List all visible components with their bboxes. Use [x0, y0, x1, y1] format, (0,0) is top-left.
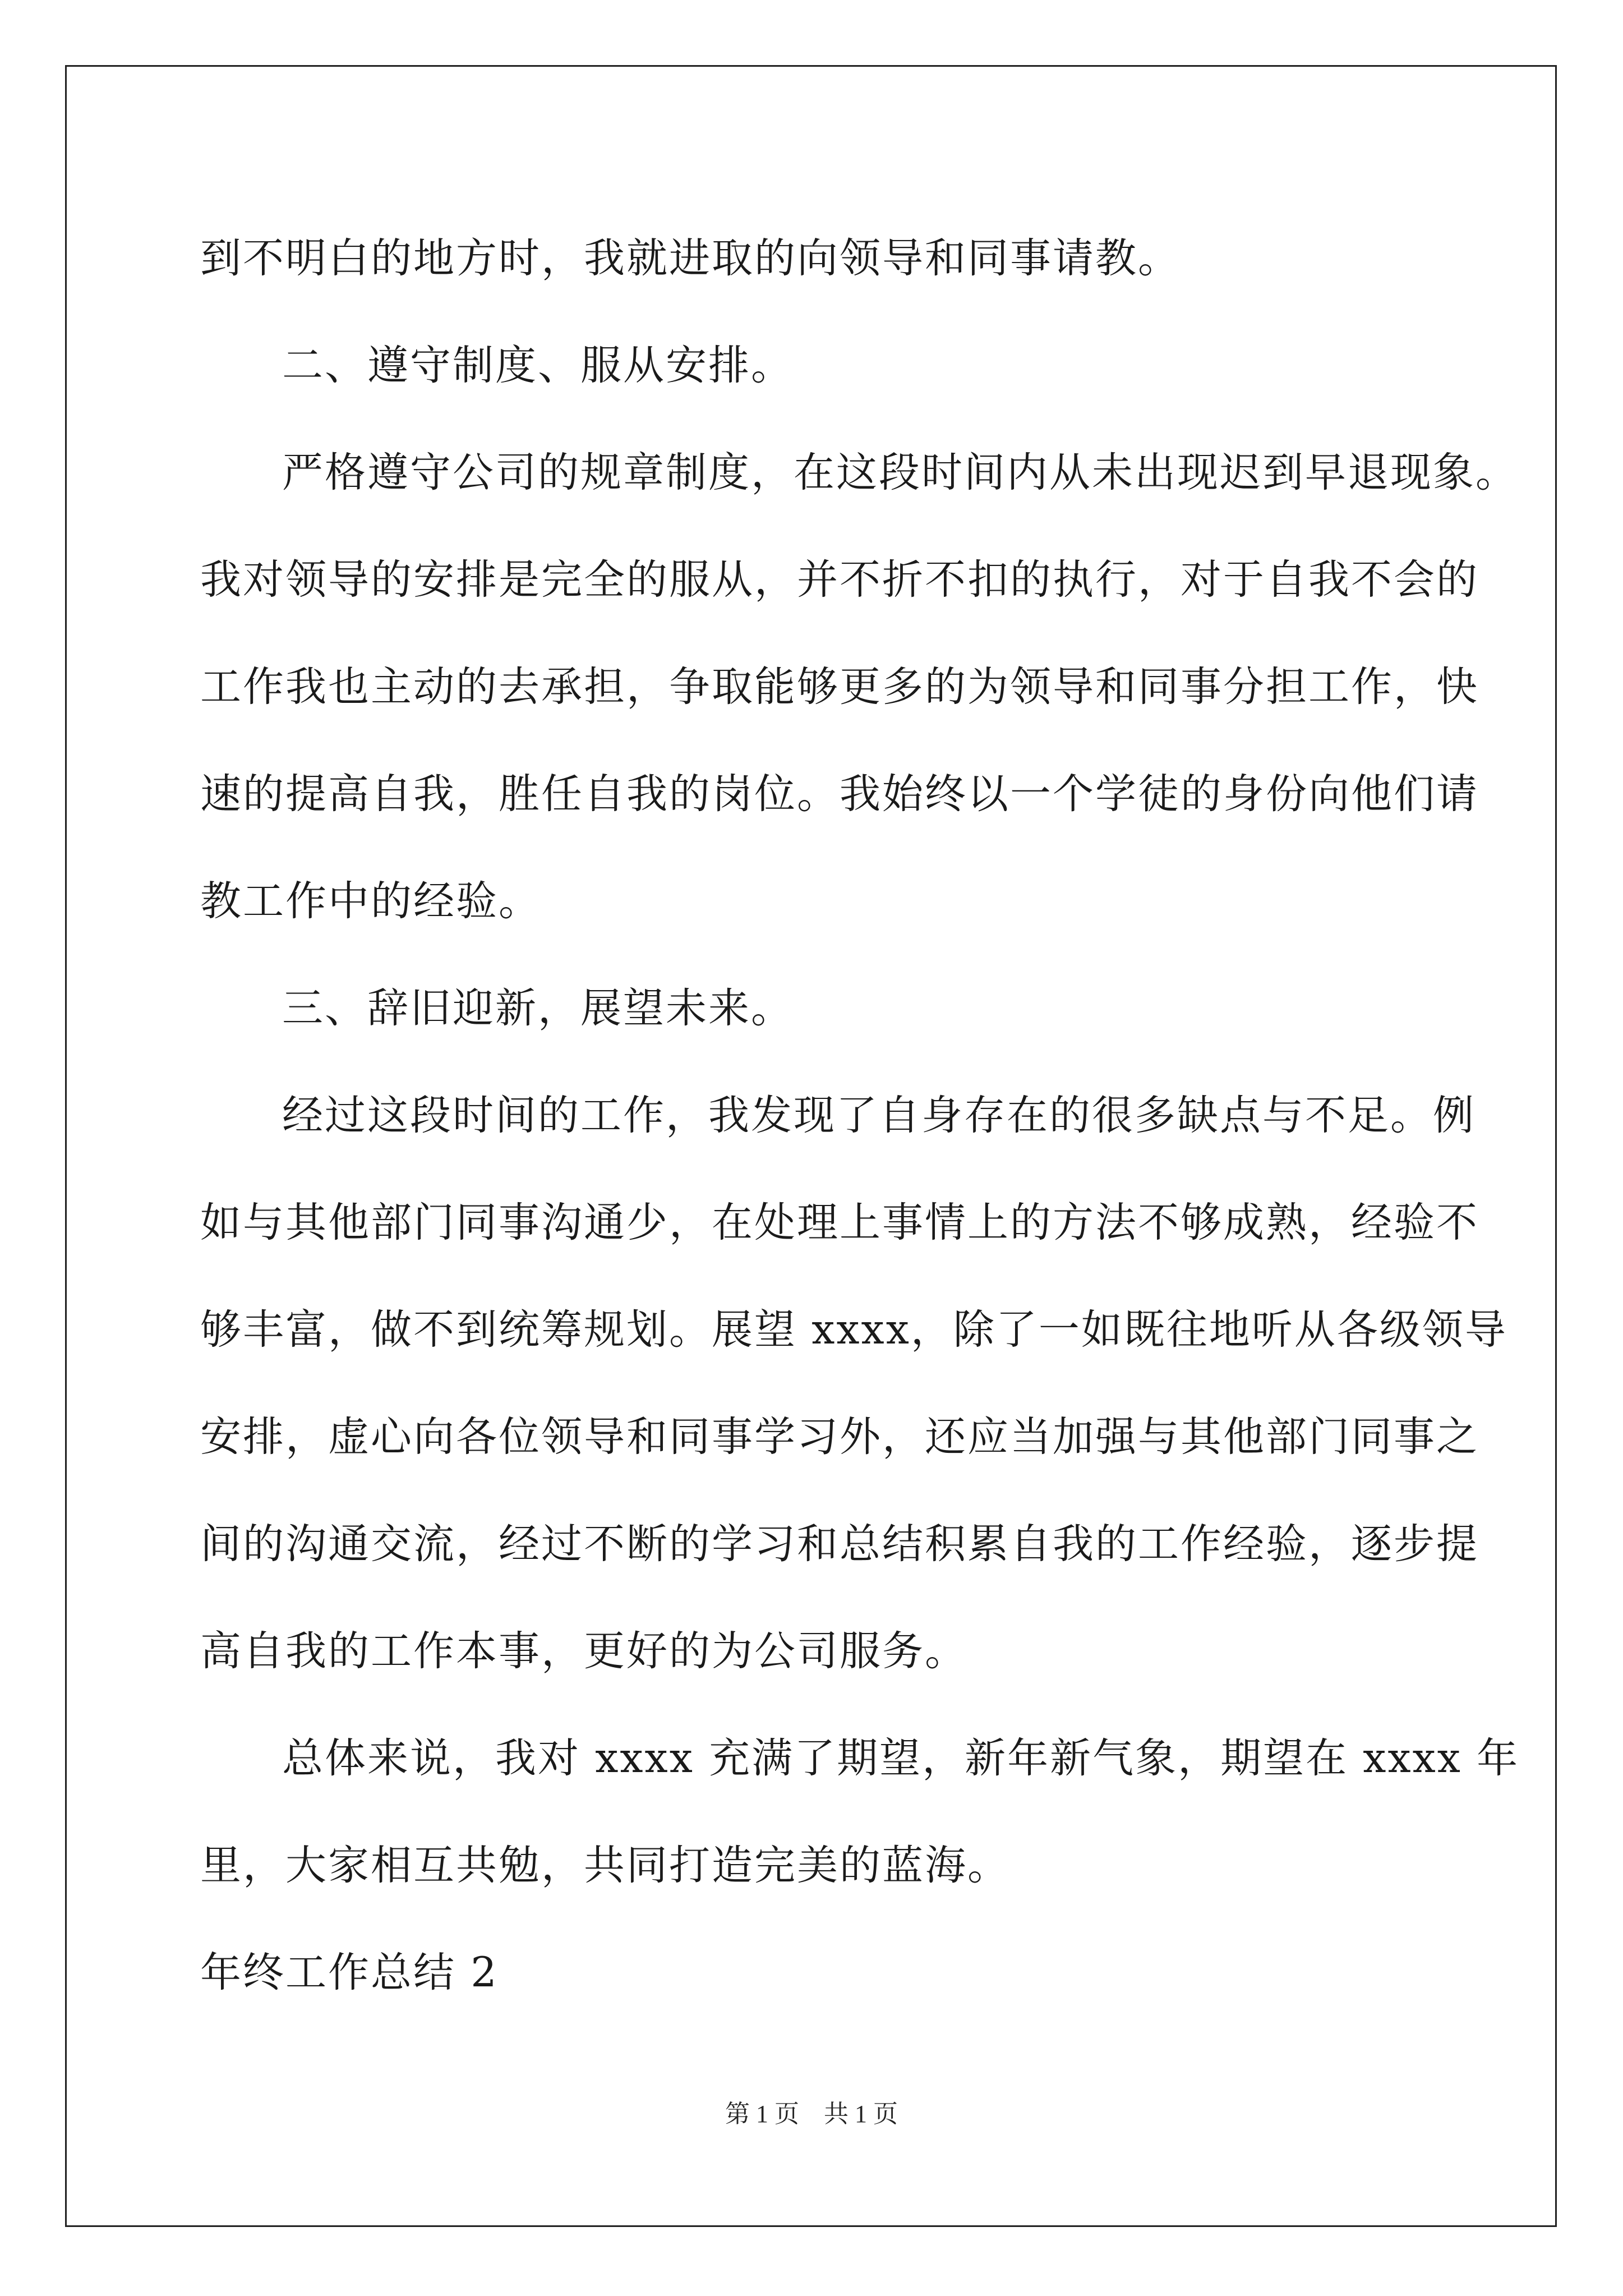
paragraph-line: 严格遵守公司的规章制度，在这段时间内从未出现迟到早退现象。 — [282, 449, 1518, 496]
paragraph-line: 速的提高自我，胜任自我的岗位。我始终以一个学徒的身份向他们请 — [200, 770, 1479, 818]
paragraph-line: 总体来说，我对 xxxx 充满了期望，新年新气象，期望在 xxxx 年 — [282, 1734, 1520, 1782]
section-heading: 二、遵守制度、服从安排。 — [282, 342, 794, 389]
paragraph-line: 里，大家相互共勉，共同打造完美的蓝海。 — [200, 1842, 1010, 1889]
paragraph-line: 够丰富，做不到统筹规划。展望 xxxx，除了一如既往地听从各级领导 — [200, 1306, 1507, 1354]
page-number: 第 1 页 共 1 页 — [725, 2100, 898, 2128]
document-body — [200, 205, 1520, 2026]
paragraph-line: 到不明白的地方时，我就进取的向领导和同事请教。 — [200, 234, 1181, 282]
paragraph-line: 间的沟通交流，经过不断的学习和总结积累自我的工作经验，逐步提 — [200, 1520, 1479, 1568]
section-heading: 三、辞旧迎新，展望未来。 — [282, 984, 794, 1032]
paragraph-line: 高自我的工作本事，更好的为公司服务。 — [200, 1627, 967, 1675]
paragraph-line: 工作我也主动的去承担，争取能够更多的为领导和同事分担工作，快 — [200, 663, 1479, 711]
document-title: 年终工作总结 2 — [200, 1949, 499, 1996]
paragraph-line: 如与其他部门同事沟通少，在处理上事情上的方法不够成熟，经验不 — [200, 1199, 1479, 1246]
paragraph-line: 安排，虚心向各位领导和同事学习外，还应当加强与其他部门同事之 — [200, 1413, 1479, 1461]
paragraph-line: 我对领导的安排是完全的服从，并不折不扣的执行，对于自我不会的 — [200, 556, 1479, 604]
paragraph-line: 教工作中的经验。 — [200, 877, 541, 925]
paragraph-line: 经过这段时间的工作，我发现了自身存在的很多缺点与不足。例 — [282, 1092, 1476, 1139]
